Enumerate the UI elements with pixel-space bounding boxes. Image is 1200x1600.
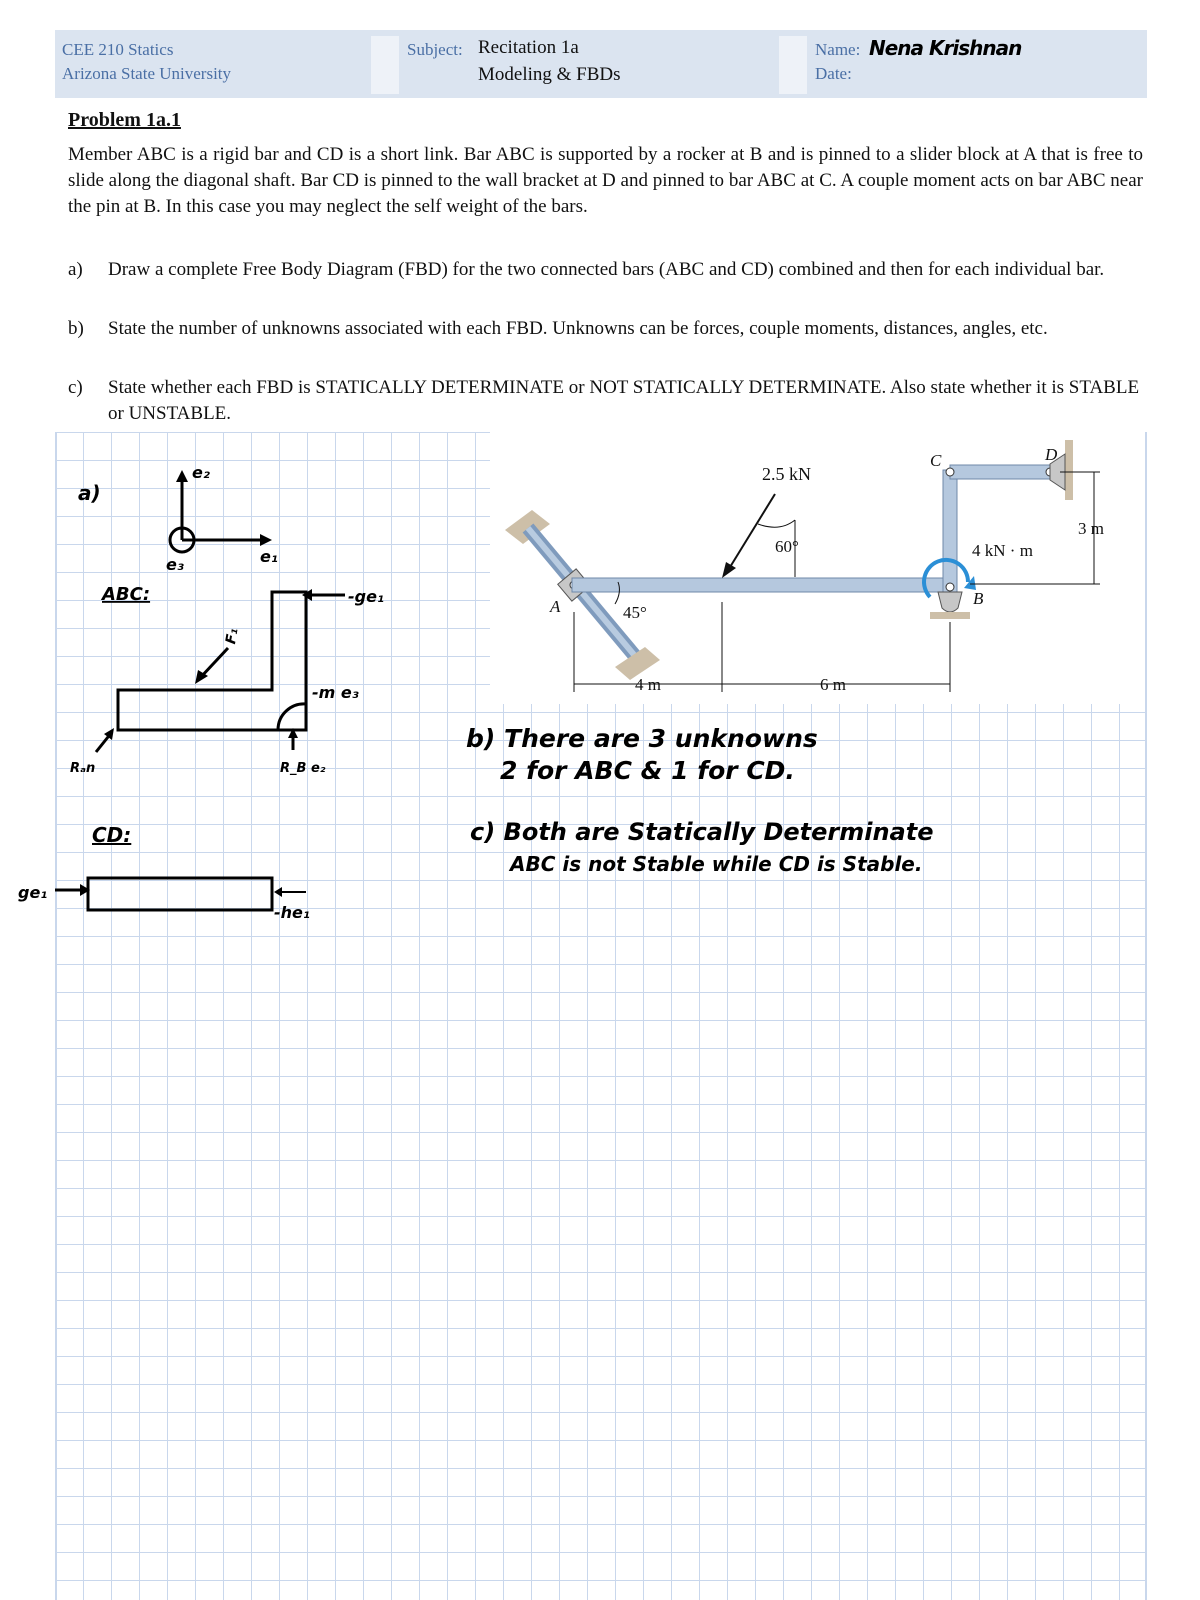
diagonal-shaft bbox=[505, 510, 660, 680]
part-a-label: a) bbox=[78, 481, 101, 505]
height-label: 3 m bbox=[1078, 519, 1104, 538]
cd-fbd-label: CD: bbox=[92, 823, 132, 847]
wall-d bbox=[1065, 440, 1073, 500]
answer-c-line-1: c) Both are Statically Determinate bbox=[470, 818, 934, 846]
subject-line-2: Modeling & FBDs bbox=[478, 64, 621, 85]
force-cd-right-arrowhead bbox=[274, 887, 282, 897]
name-label: Name: bbox=[815, 40, 861, 59]
angle-arc-60 bbox=[758, 520, 795, 527]
force-label: 2.5 kN bbox=[762, 464, 811, 484]
subject-label: Subject: bbox=[407, 40, 463, 59]
force-cd-left-label: ge₁ bbox=[18, 883, 48, 902]
moment-label: 4 kN · m bbox=[972, 541, 1033, 560]
basis-arrowhead bbox=[176, 470, 188, 482]
answer-b-line-1: b) There are 3 unknowns bbox=[466, 724, 818, 753]
force-arrow-line bbox=[727, 494, 775, 572]
student-name-signature: Nena Krishnan bbox=[869, 36, 1022, 60]
subject-line-1: Recitation 1a bbox=[478, 37, 579, 58]
point-label-c: C bbox=[930, 451, 942, 470]
course-title: CEE 210 Statics bbox=[62, 40, 174, 59]
basis-label-e2: e₂ bbox=[192, 463, 210, 482]
force-f1-label: F₁ bbox=[223, 627, 242, 646]
moment-label-hand: -m e₃ bbox=[312, 683, 359, 702]
angle-label-45: 45° bbox=[623, 603, 647, 622]
question-text: Draw a complete Free Body Diagram (FBD) for the two connected bars (ABC and CD) combined and then for each individual bar. bbox=[108, 259, 1105, 280]
force-ran-label: Rₐn bbox=[70, 761, 96, 776]
angle-label-60: 60° bbox=[775, 537, 799, 556]
university-name: Arizona State University bbox=[62, 64, 232, 83]
problem-intro: Member ABC is a rigid bar and CD is a short link. Bar ABC is supported by a rocker at B and is pinned to a slider block at A that is free to slide along the diagonal shaft. Bar CD is pinned to the wall bracket at D and pinned to bar ABC at C. A couple moment acts on bar ABC near the pin at B. In this case you may neglect the self weight of the bars. bbox=[68, 144, 1143, 217]
ground-b bbox=[930, 612, 970, 619]
answer-c-line-2: ABC is not Stable while CD is Stable. bbox=[510, 852, 923, 876]
point-label-a: A bbox=[550, 597, 561, 616]
worksheet-header bbox=[55, 30, 1147, 98]
problem-title: Problem 1a.1 bbox=[68, 109, 181, 131]
basis-label-e3: e₃ bbox=[166, 555, 184, 574]
question-label: c) bbox=[68, 377, 83, 398]
question-label: b) bbox=[68, 318, 84, 339]
header-divider bbox=[371, 36, 399, 94]
basis-arrowhead bbox=[260, 534, 272, 546]
structure-figure bbox=[490, 432, 1145, 704]
link-cd bbox=[950, 465, 1050, 479]
point-label-b: B bbox=[973, 589, 984, 608]
question-text: State whether each FBD is STATICALLY DETERMINATE or NOT STATICALLY DETERMINATE. Also state whether it is STABLE or UNSTABLE. bbox=[108, 377, 1140, 424]
header-divider bbox=[779, 36, 807, 94]
abc-fbd-label: ABC: bbox=[102, 584, 151, 605]
cd-bar-outline bbox=[88, 878, 272, 910]
force-cd-right-label: -he₁ bbox=[274, 903, 310, 922]
dim-label-right: 6 m bbox=[820, 675, 846, 694]
force-f1 bbox=[200, 648, 228, 678]
force-arrowhead bbox=[722, 562, 736, 578]
point-label-d: D bbox=[1045, 445, 1058, 464]
bar-abc-vertical bbox=[943, 470, 957, 592]
bar-abc-horizontal bbox=[572, 578, 950, 592]
question-item-b bbox=[68, 316, 1143, 342]
dim-label-left: 4 m bbox=[635, 675, 661, 694]
question-item-a bbox=[68, 257, 1143, 283]
basis-label-e1: e₁ bbox=[260, 547, 278, 566]
abc-moment-arc bbox=[278, 704, 306, 730]
question-text: State the number of unknowns associated with each FBD. Unknowns can be forces, couple moments, distances, angles, etc. bbox=[108, 318, 1048, 339]
answer-b-line-2: 2 for ABC & 1 for CD. bbox=[500, 756, 795, 785]
handwritten-fbd-sketches bbox=[0, 440, 490, 960]
force-ge1-label: -ge₁ bbox=[348, 587, 384, 606]
pin-b bbox=[946, 583, 954, 591]
pin-c bbox=[946, 468, 954, 476]
structure-diagram bbox=[490, 432, 1145, 704]
abc-bar-outline bbox=[118, 592, 306, 730]
date-label: Date: bbox=[815, 64, 852, 83]
question-item-c bbox=[68, 375, 1143, 427]
rocker-b bbox=[938, 592, 962, 612]
force-rb-label: R_B e₂ bbox=[280, 761, 326, 776]
question-label: a) bbox=[68, 259, 83, 280]
